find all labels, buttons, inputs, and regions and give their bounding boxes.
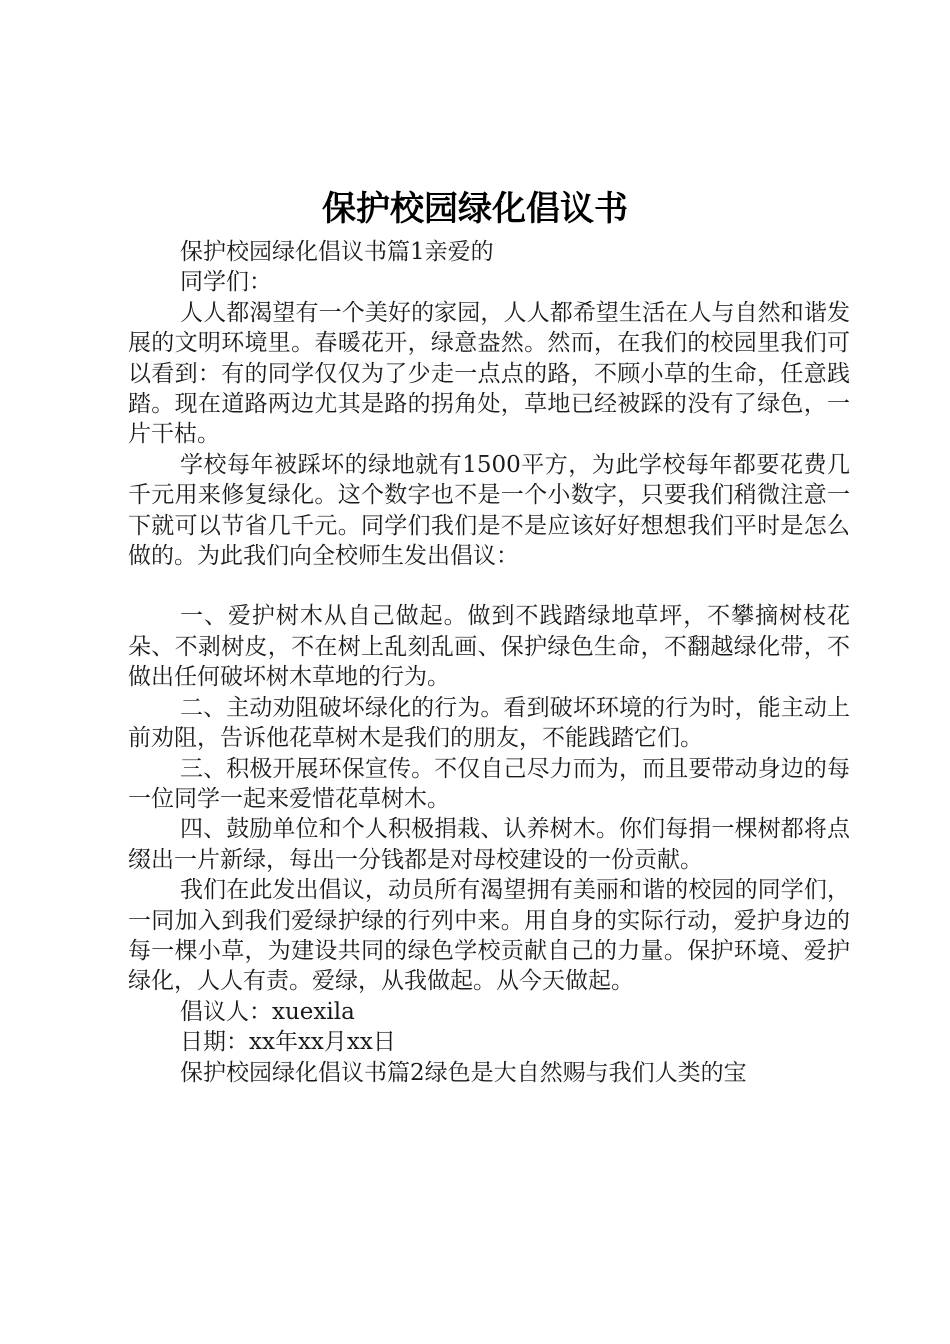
paragraph-proposal-1: 一、爱护树木从自己做起。做到不践踏绿地草坪，不攀摘树枝花朵、不剥树皮，不在树上乱刻乱画、保护绿色生命，不翻越绿化带，不做出任何破坏树木草地的行为。	[128, 603, 850, 691]
paragraph-proposal-4: 四、鼓励单位和个人积极捐栽、认养树木。你们每捐一棵树都将点缀出一片新绿，每出一分钱都是对母校建设的一份贡献。	[128, 816, 850, 873]
document-title: 保护校园绿化倡议书	[322, 189, 628, 229]
document-body	[128, 237, 850, 1088]
paragraph-proposal-2: 二、主动劝阻破坏绿化的行为。看到破坏环境的行为时，能主动上前劝阻，告诉他花草树木是我们的朋友，不能践踏它们。	[128, 694, 850, 752]
paragraph-damage-cost: 学校每年被踩坏的绿地就有1500平方，为此学校每年都要花费几千元用来修复绿化。这个数字也不是一个小数字，只要我们稍微注意一下就可以节省几千元。同学们我们是不是应该好好想想我们平时是怎么做的。为此我们向全校师生发出倡议：	[128, 451, 850, 570]
paragraph-section-2-heading: 保护校园绿化倡议书篇2绿色是大自然赐与我们人类的宝	[180, 1059, 747, 1086]
paragraph-signatory: 倡议人：xuexila	[180, 998, 355, 1025]
paragraph-date: 日期：xx年xx月xx日	[180, 1029, 396, 1056]
paragraph-call-to-action: 我们在此发出倡议，动员所有渴望拥有美丽和谐的校园的同学们，一同加入到我们爱绿护绿的行列中来。用自身的实际行动，爱护身边的每一棵小草，为建设共同的绿色学校贡献自己的力量。保护环境、爱护绿化，人人有责。爱绿，从我做起。从今天做起。	[128, 877, 850, 995]
paragraph-section-1-heading: 保护校园绿化倡议书篇1亲爱的	[180, 239, 494, 265]
paragraph-proposal-3: 三、积极开展环保宣传。不仅自己尽力而为，而且要带动身边的每一位同学一起来爱惜花草树木。	[128, 755, 850, 812]
paragraph-spacer	[128, 571, 850, 601]
paragraph-salutation: 同学们：	[180, 269, 272, 296]
paragraph-intro: 人人都渴望有一个美好的家园，人人都希望生活在人与自然和谐发展的文明环境里。春暖花开，绿意盎然。然而，在我们的校园里我们可以看到：有的同学仅仅为了少走一点点的路，不顾小草的生命，任意践踏。现在道路两边尤其是路的拐角处，草地已经被踩的没有了绿色，一片干枯。	[128, 299, 850, 448]
